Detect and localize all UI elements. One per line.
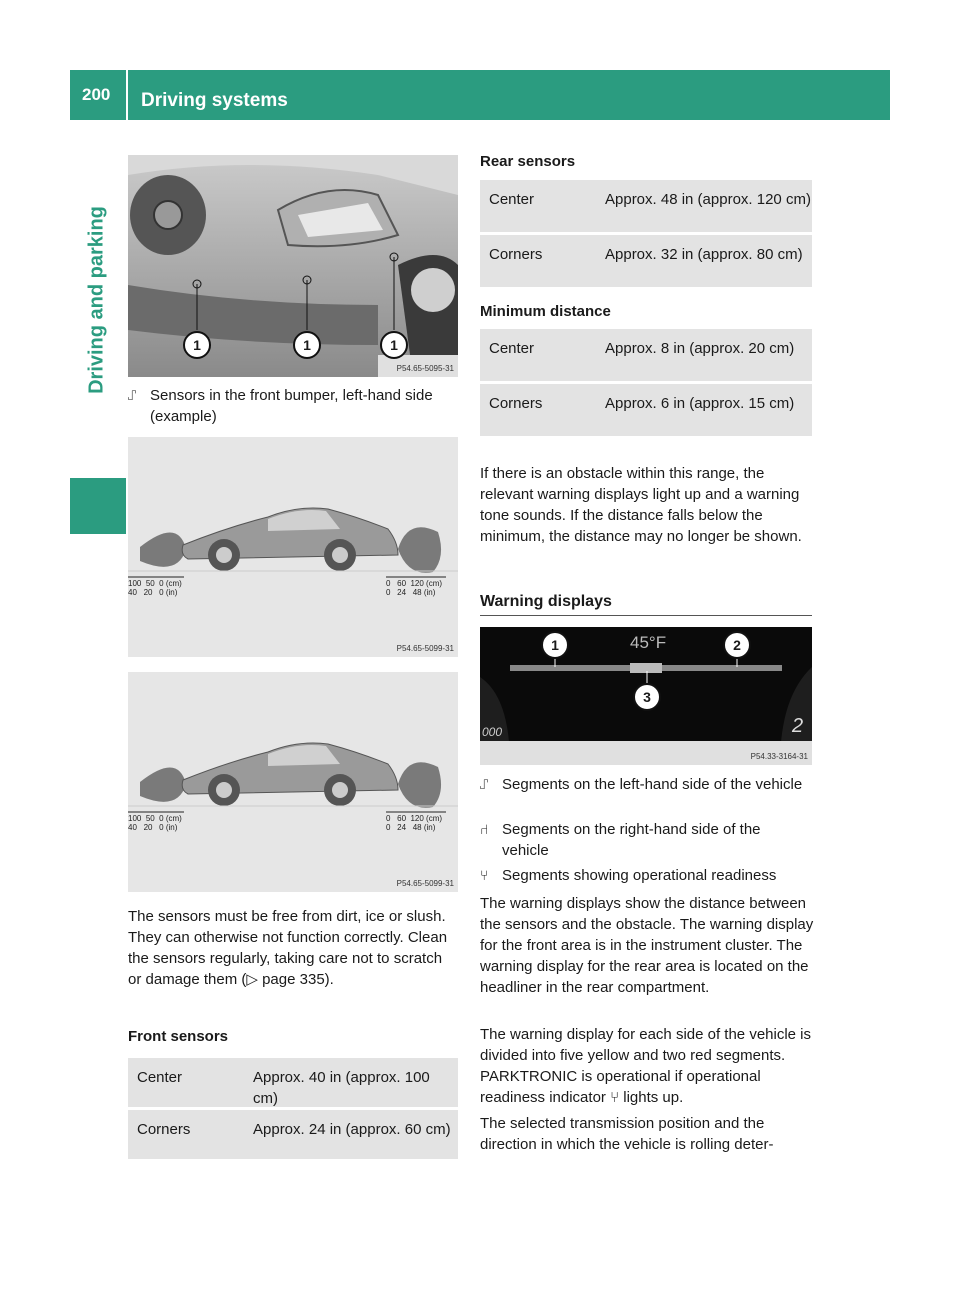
minimum-distance-title: Minimum distance bbox=[480, 303, 611, 320]
front-sensors-title: Front sensors bbox=[128, 1028, 229, 1045]
gauge-left-value: 000 bbox=[482, 725, 503, 739]
warning-item-2: ⑁ Segments on the right-hand side of the vehicle bbox=[480, 821, 761, 859]
section-title: Driving systems bbox=[141, 90, 288, 111]
scale-rear: 0 60 120 (cm) 0 24 48 (in) bbox=[386, 579, 443, 597]
photo-code: P54.65-5095-31 bbox=[396, 364, 454, 373]
photo-code: P54.65-5099-31 bbox=[396, 879, 454, 888]
photo-code: P54.65-5099-31 bbox=[396, 644, 454, 653]
marker-1a: 1 bbox=[183, 331, 211, 359]
obstacle-paragraph: If there is an obstacle within this range, the relevant warning displays light up and a warning tone sounds. If the distance falls below the minimum, the distance may no longer be shown. bbox=[480, 465, 802, 545]
marker-1b: 1 bbox=[293, 331, 321, 359]
table-row: Corners Approx. 6 in (approx. 15 cm) bbox=[480, 384, 812, 439]
warning-displays-paragraph-2: The warning display for each side of the vehicle is divided into five yellow and two red segments. PARKTRONIC is operational if operational readiness indicator ⑂ lights up. bbox=[480, 1026, 812, 1106]
warning-item-3: ⑂ Segments showing operational readiness bbox=[480, 867, 777, 884]
table-row: Center Approx. 48 in (approx. 120 cm) bbox=[480, 180, 812, 235]
sensor-cleaning-paragraph: The sensors must be free from dirt, ice or slush. They can otherwise not function correctly. Clean the sensors regularly, taking care not to scratch or damage them (▷ page 335). bbox=[128, 908, 448, 988]
rear-sensors-table bbox=[480, 180, 812, 290]
table-row: Center Approx. 40 in (approx. 100 cm) bbox=[128, 1058, 458, 1110]
marker-3: 3 bbox=[633, 683, 661, 711]
rear-sensors-title: Rear sensors bbox=[480, 153, 576, 170]
marker-1c: 1 bbox=[380, 331, 408, 359]
scale-front: 100 50 0 (cm) 40 20 0 (in) bbox=[128, 814, 182, 832]
marker-1: 1 bbox=[541, 631, 569, 659]
cluster-temperature: 45°F bbox=[630, 633, 667, 652]
side-tab-label: Driving and parking bbox=[85, 206, 108, 394]
front-bumper-photo bbox=[128, 155, 458, 377]
warning-item-1: ⑀ Segments on the left-hand side of the vehicle bbox=[480, 776, 803, 793]
gauge-right-value: 2 bbox=[792, 715, 804, 737]
warning-displays-paragraph-1: The warning displays show the distance between the sensors and the obstacle. The warning display for the front area is in the instrument cluster. The warning display for the rear area is located on the headliner in the rear compartment. bbox=[480, 895, 814, 996]
scale-front: 100 50 0 (cm) 40 20 0 (in) bbox=[128, 579, 182, 597]
warning-title-rule bbox=[480, 615, 812, 616]
warning-displays-title: Warning displays bbox=[480, 593, 612, 610]
scale-rear: 0 60 120 (cm) 0 24 48 (in) bbox=[386, 814, 443, 832]
sensor-range-diagram-1 bbox=[128, 437, 458, 657]
table-row: Corners Approx. 24 in (approx. 60 cm) bbox=[128, 1110, 458, 1162]
photo-code: P54.33-3164-31 bbox=[750, 752, 808, 761]
minimum-distance-table bbox=[480, 329, 812, 439]
caption-sensors-front: ⑀ Sensors in the front bumper, left-hand side (example) bbox=[128, 387, 433, 425]
sensor-range-diagram-2 bbox=[128, 672, 458, 892]
bullet-1: ⑀ bbox=[128, 387, 137, 403]
instrument-cluster-photo bbox=[480, 627, 812, 765]
page-number: 200 bbox=[82, 85, 111, 104]
side-tab-marker bbox=[70, 478, 126, 534]
header-divider bbox=[126, 70, 128, 120]
table-row: Corners Approx. 32 in (approx. 80 cm) bbox=[480, 235, 812, 290]
front-sensors-table bbox=[128, 1058, 458, 1162]
table-row: Center Approx. 8 in (approx. 20 cm) bbox=[480, 329, 812, 384]
marker-2: 2 bbox=[723, 631, 751, 659]
warning-displays-paragraph-3: The selected transmission position and the direction in which the vehicle is rolling deter- bbox=[480, 1115, 774, 1153]
